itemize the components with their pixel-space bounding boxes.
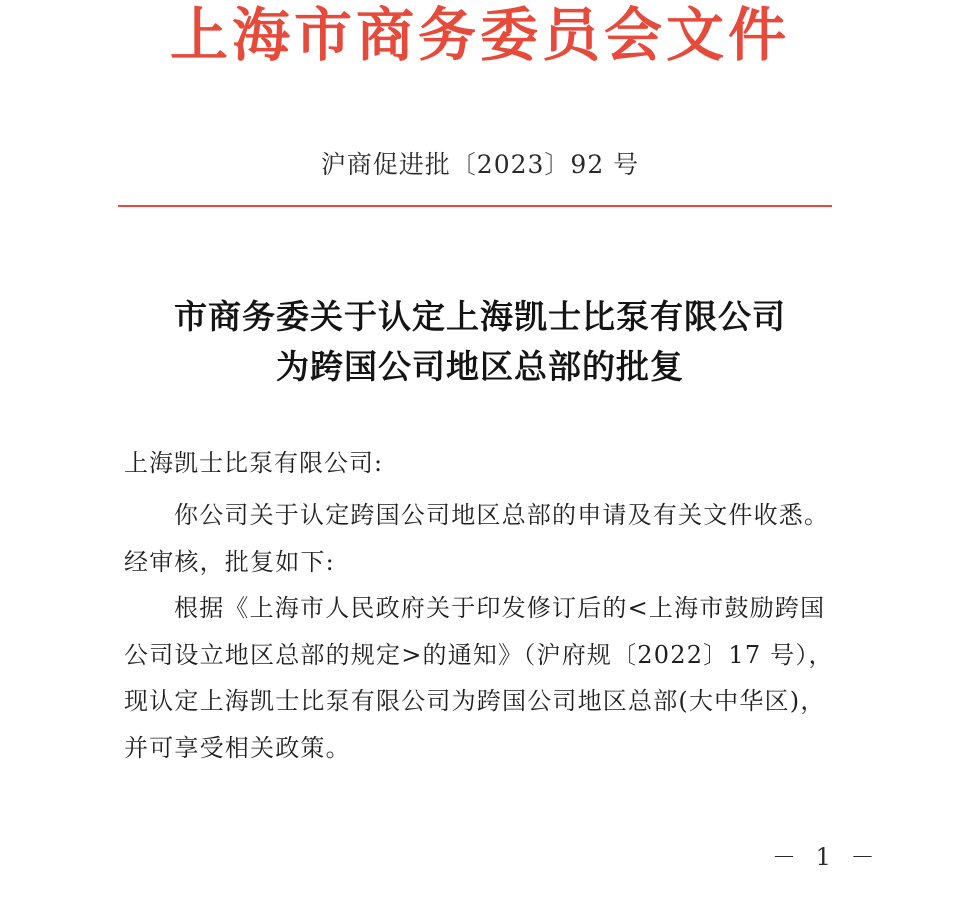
subject-line-2: 为跨国公司地区总部的批复 — [276, 347, 684, 386]
issuer-header-title: 上海市商务委员会文件 — [169, 1, 790, 69]
paragraph-1-line-2: 经审核，批复如下: — [124, 547, 335, 576]
body-paragraph-1 — [124, 492, 840, 585]
paragraph-2-line-3: 现认定上海凯士比泵有限公司为跨国公司地区总部(大中华区)， — [124, 687, 826, 715]
document-number: 沪商促进批〔2023〕92 号 — [320, 150, 640, 179]
paragraph-1-line-1: 你公司关于认定跨国公司地区总部的申请及有关文件收悉。 — [174, 501, 830, 529]
paragraph-2-line-4: 并可享受相关政策。 — [124, 733, 351, 762]
document-subject — [0, 292, 960, 392]
red-divider-line — [118, 205, 832, 207]
body-paragraph-2 — [124, 585, 840, 771]
subject-line-1: 市商务委关于认定上海凯士比泵有限公司 — [174, 297, 786, 336]
page-number: － 1 － — [772, 843, 881, 871]
salutation: 上海凯士比泵有限公司: — [124, 449, 384, 477]
paragraph-2-line-1: 根据《上海市人民政府关于印发修订后的<上海市鼓励跨国 — [174, 594, 826, 622]
paragraph-2-line-2: 公司设立地区总部的规定>的通知》（沪府规〔2022〕17 号）， — [124, 640, 834, 669]
